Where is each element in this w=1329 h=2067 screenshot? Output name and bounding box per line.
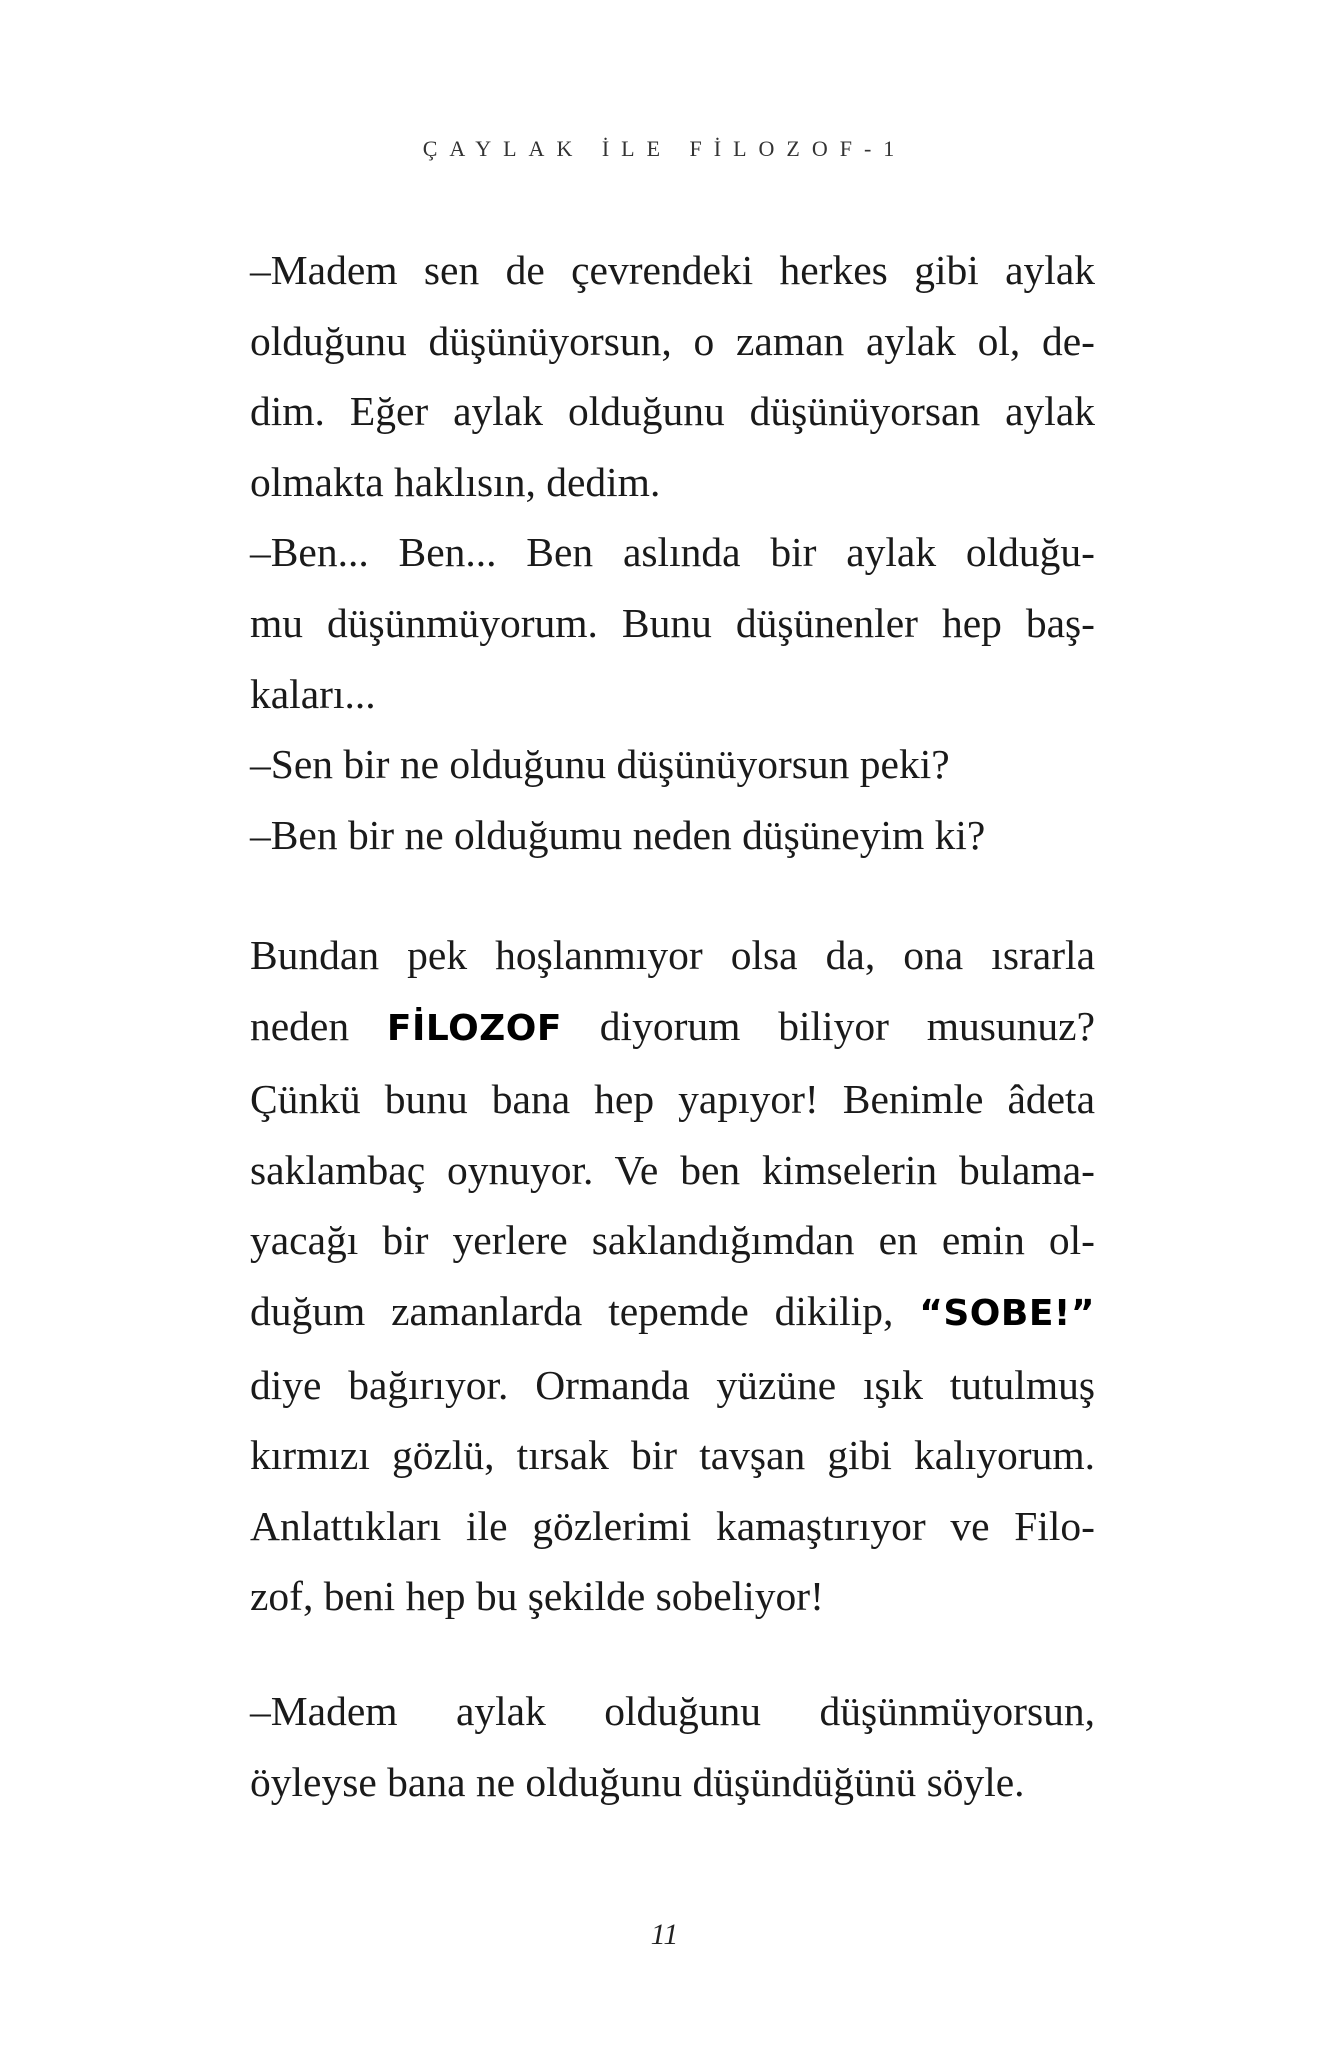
text-line: olduğunu düşünüyorsun, o zaman aylak ol, de- (250, 317, 1095, 364)
text-line: saklambaç oynuyor. Ve ben kimselerin bulama- (250, 1146, 1095, 1193)
text-segment: duğum zamanlarda tepemde dikilip, (250, 1287, 894, 1334)
paragraph-ben-bir-ne (200, 800, 1095, 871)
text-line: –Madem aylak olduğunu düşünmüyorsun, (250, 1688, 1095, 1734)
paragraph-sen-bir-ne (200, 729, 1095, 800)
text-line: kırmızı gözlü, tırsak bir tavşan gibi kalıyorum. (250, 1432, 1095, 1479)
emphasized-word-sobe: “SOBE!” (919, 1292, 1095, 1334)
page-number: 11 (650, 1918, 679, 1951)
text-segment: diyorum biliyor musunuz? (599, 1002, 1096, 1049)
text-line-with-emphasis (200, 1276, 1095, 1350)
text-segment: neden (250, 1002, 350, 1049)
narrative-section (200, 920, 1095, 1632)
text-line: mu düşünmüyorum. Bunu düşünenler hep baş- (250, 599, 1095, 646)
paragraph-bundan-pek (200, 920, 1095, 1632)
running-header: ÇAYLAK İLE FİLOZOF-1 (422, 136, 907, 161)
text-line: kaları... (250, 670, 376, 717)
text-line: öyleyse bana ne olduğunu düşündüğünü söyle. (250, 1758, 1025, 1805)
paragraph-ben-ben (200, 517, 1095, 729)
dialogue-section-2 (200, 1676, 1095, 1817)
text-line: –Sen bir ne olduğunu düşünüyorsun peki? (250, 741, 950, 788)
emphasized-word-filozof: FİLOZOF (386, 1007, 562, 1049)
text-line: –Ben... Ben... Ben aslında bir aylak olduğu- (250, 529, 1095, 576)
text-line-with-emphasis (200, 991, 1095, 1065)
text-line: Bundan pek hoşlanmıyor olsa da, ona ısrarla (250, 932, 1095, 978)
text-line: diye bağırıyor. Ormanda yüzüne ışık tutulmuş (250, 1361, 1095, 1408)
text-line: olmakta haklısın, dedim. (250, 458, 661, 505)
text-line: Anlattıkları ile gözlerimi kamaştırıyor ve Filo- (250, 1502, 1095, 1549)
text-line: Çünkü bunu bana hep yapıyor! Benimle âdeta (250, 1076, 1095, 1123)
text-line: –Madem sen de çevrendeki herkes gibi aylak (250, 247, 1095, 293)
text-line: zof, beni hep bu şekilde sobeliyor! (250, 1573, 824, 1620)
text-line: –Ben bir ne olduğumu neden düşüneyim ki? (250, 811, 986, 858)
text-line: yacağı bir yerlere saklandığımdan en emin ol- (250, 1217, 1095, 1264)
dialogue-section-1 (200, 235, 1095, 870)
paragraph-madem-sen (200, 235, 1095, 517)
text-line: dim. Eğer aylak olduğunu düşünüyorsan aylak (250, 388, 1095, 435)
paragraph-madem-aylak (200, 1676, 1095, 1817)
